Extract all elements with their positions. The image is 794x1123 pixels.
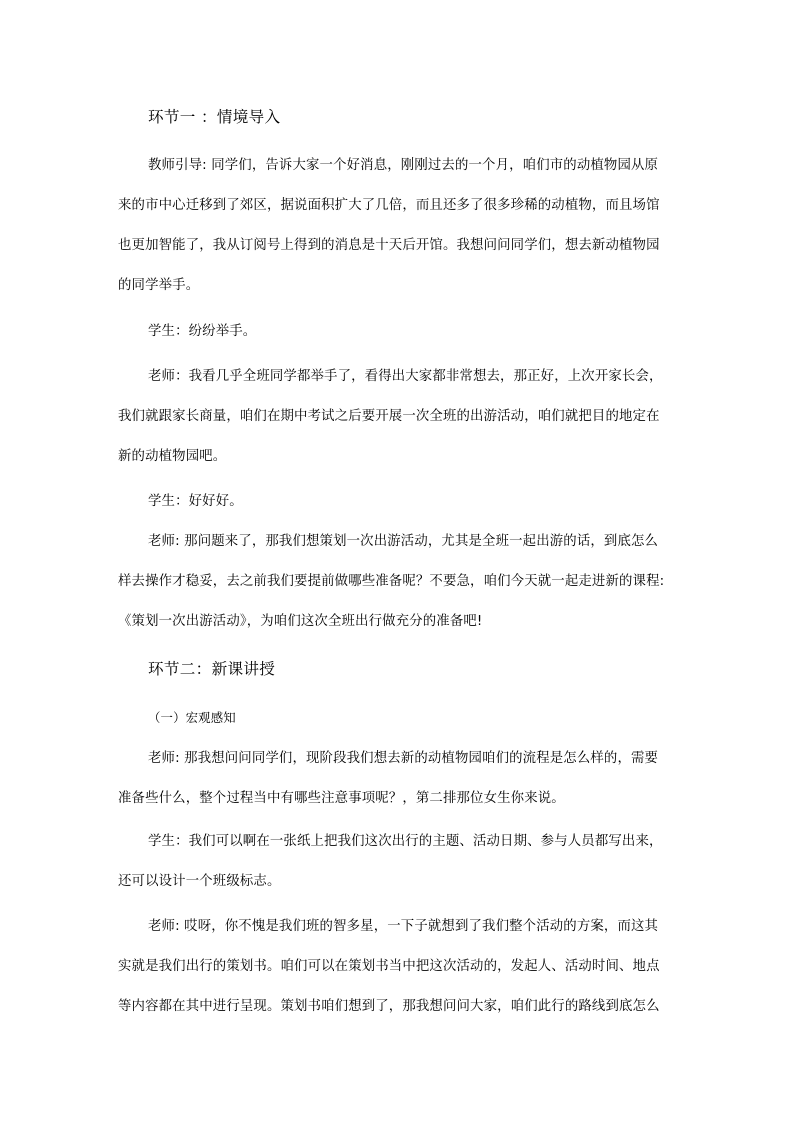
subsection-heading: （一）宏观感知 xyxy=(148,710,236,725)
paragraph-line: 实就是我们出行的策划书。咱们可以在策划书当中把这次活动的，发起人、活动时间、地点 xyxy=(118,959,660,974)
paragraph-line: 老师: 哎呀，你不愧是我们班的智多星，一下子就想到了我们整个活动的方案，而这其 xyxy=(148,919,659,934)
paragraph-line: 学生：我们可以啊在一张纸上把我们这次出行的主题、活动日期、参与人员都写出来， xyxy=(148,834,663,849)
paragraph-line: 等内容都在其中进行呈现。策划书咱们想到了，那我想问问大家，咱们此行的路线到底怎么 xyxy=(118,999,660,1014)
paragraph-line: 准备些什么，整个过程当中有哪些注意事项呢？，第二排那位女生你来说。 xyxy=(118,791,565,806)
paragraph-line: 学生：好好好。 xyxy=(148,494,243,509)
paragraph-line: 来的市中心迁移到了郊区，据说面积扩大了几倍，而且还多了很多珍稀的动植物，而且场馆 xyxy=(118,198,660,213)
paragraph-line: 样去操作才稳妥，去之前我们要提前做哪些准备呢？不要急，咱们今天就一起走进新的课程: xyxy=(118,574,665,589)
paragraph-line: 的同学举手。 xyxy=(118,278,200,293)
paragraph-line: 还可以设计一个班级标志。 xyxy=(118,874,281,889)
paragraph-line: 老师: 那我想问问同学们，现阶段我们想去新的动植物园咱们的流程是怎么样的，需要 xyxy=(148,751,659,766)
paragraph-line: 《策划一次出游活动》，为咱们这次全班出行做充分的准备吧! xyxy=(118,614,483,629)
paragraph-line: 老师: 那问题来了，那我们想策划一次出游活动，尤其是全班一起出游的话，到底怎么 xyxy=(148,534,659,549)
paragraph-line: 学生：纷纷举手。 xyxy=(148,324,257,339)
paragraph-line: 我们就跟家长商量，咱们在期中考试之后要开展一次全班的出游活动，咱们就把目的地定在 xyxy=(118,409,660,424)
paragraph-line: 新的动植物园吧。 xyxy=(118,449,227,464)
paragraph-line: 也更加智能了，我从订阅号上得到的消息是十天后开馆。我想问问同学们，想去新动植物园 xyxy=(118,238,660,253)
section-heading-2: 环节二：新课讲授 xyxy=(148,660,276,678)
section-heading-1: 环节一 ：情境导入 xyxy=(148,108,281,126)
paragraph-line: 老师：我看几乎全班同学都举手了，看得出大家都非常想去，那正好，上次开家长会， xyxy=(148,369,663,384)
paragraph-line: 教师引导: 同学们，告诉大家一个好消息，刚刚过去的一个月，咱们市的动植物园从原 xyxy=(148,158,659,173)
